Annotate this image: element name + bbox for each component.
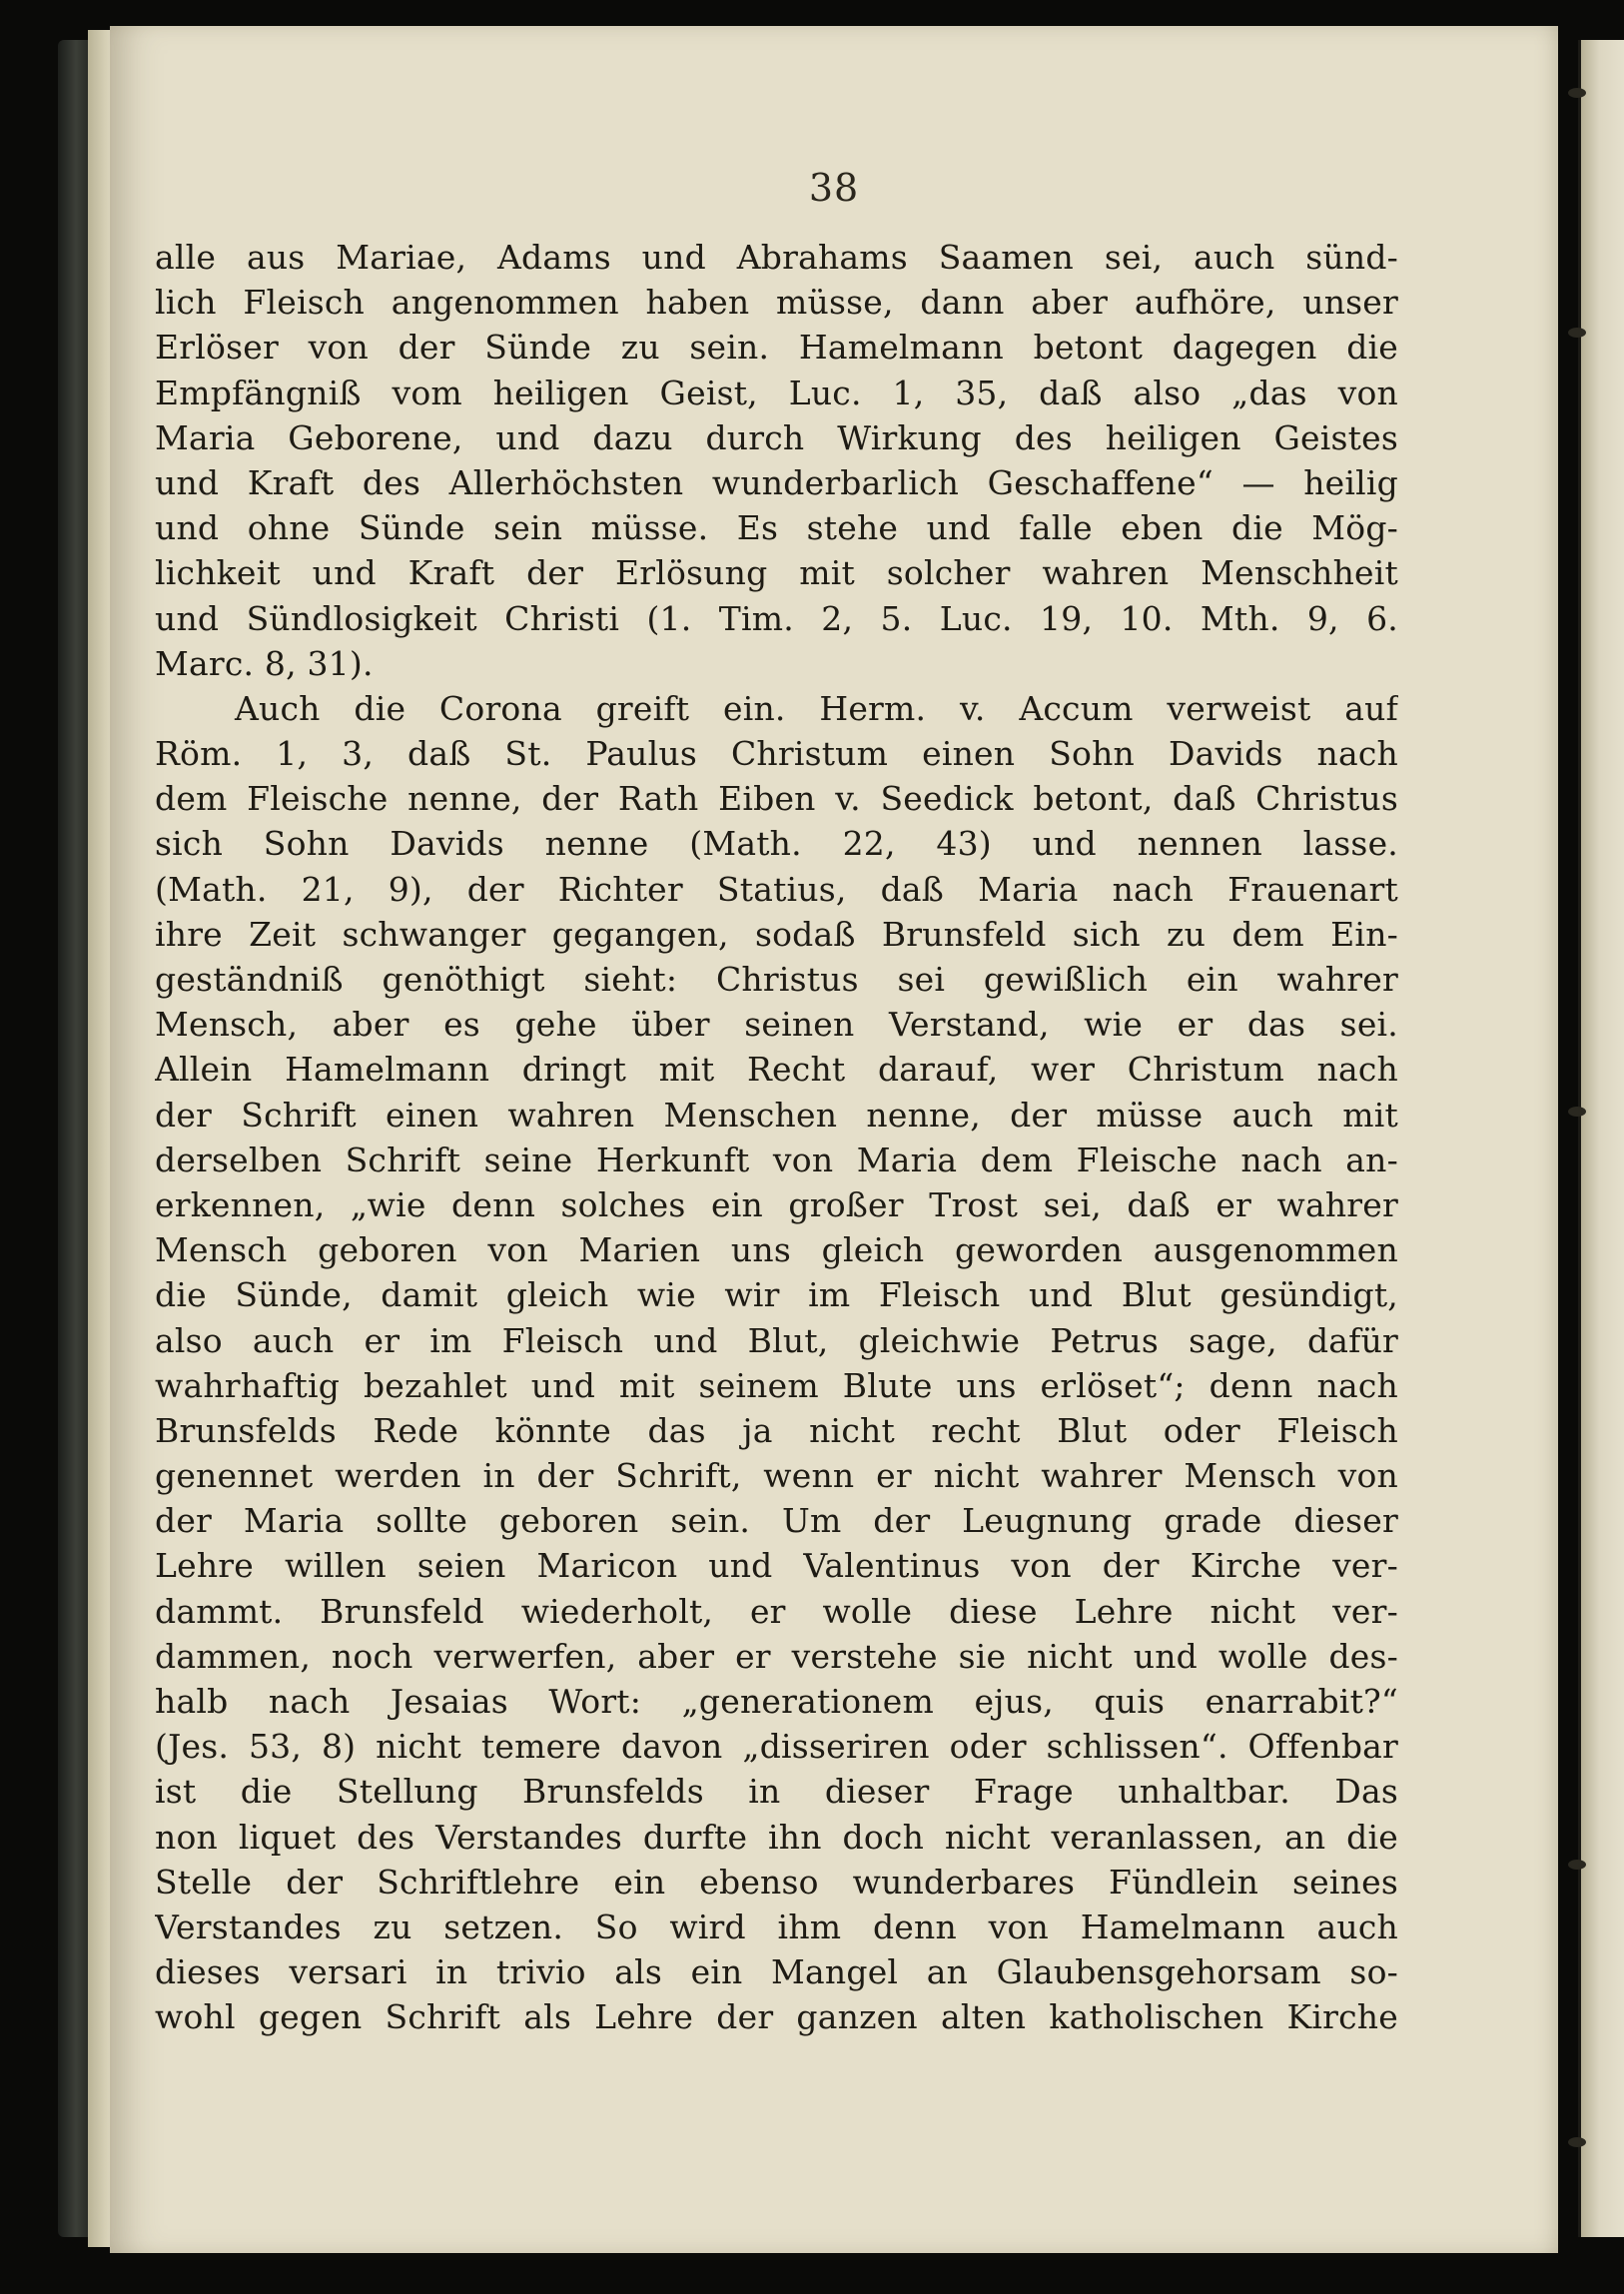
text-line: halb nach Jesaias Wort: „generationem ejus, quis enarrabit?“ (155, 1682, 1398, 1721)
text-line: (Math. 21, 9), der Richter Statius, daß Maria nach Frauenart (155, 869, 1398, 909)
binding-mark (1568, 88, 1586, 98)
text-line: wohl gegen Schrift als Lehre der ganzen alten katholischen Kirche (155, 1997, 1398, 2037)
text-line: derselben Schrift seine Herkunft von Maria dem Fleische nach an- (155, 1140, 1398, 1179)
text-line: erkennen, „wie denn solches ein großer Trost sei, daß er wahrer (155, 1184, 1398, 1224)
text-line: Erlöser von der Sünde zu sein. Hamelmann betont dagegen die (155, 328, 1398, 368)
text-line: non liquet des Verstandes durfte ihn doch nicht veranlassen, an die (155, 1817, 1398, 1857)
text-line: die Sünde, damit gleich wie wir im Fleisch und Blut gesündigt, (155, 1275, 1398, 1315)
text-line: Stelle der Schriftlehre ein ebenso wunderbares Fündlein seines (155, 1862, 1398, 1902)
binding-mark (1568, 328, 1586, 338)
page-number: 38 (808, 166, 860, 210)
text-line: Brunsfelds Rede könnte das ja nicht recht Blut oder Fleisch (155, 1410, 1398, 1450)
text-line: Auch die Corona greift ein. Herm. v. Accum verweist auf (235, 688, 1398, 728)
binding-mark (1568, 1860, 1586, 1870)
text-line: ist die Stellung Brunsfelds in dieser Frage unhaltbar. Das (155, 1772, 1398, 1812)
text-line: Allein Hamelmann dringt mit Recht darauf, wer Christum nach (155, 1050, 1398, 1090)
text-line: Empfängniß vom heiligen Geist, Luc. 1, 35, daß also „das von (155, 373, 1398, 412)
facing-page-edge (1578, 40, 1624, 2237)
text-line: alle aus Mariae, Adams und Abrahams Saamen sei, auch sünd- (155, 238, 1398, 277)
text-line: und Sündlosigkeit Christi (1. Tim. 2, 5. Luc. 19, 10. Mth. 9, 6. (155, 598, 1398, 638)
text-line: wahrhaftig bezahlet und mit seinem Blute uns erlöset“; denn nach (155, 1365, 1398, 1405)
text-line: Marc. 8, 31). (155, 643, 374, 683)
text-line: (Jes. 53, 8) nicht temere davon „disseriren oder schlissen“. Offenbar (155, 1727, 1398, 1767)
text-line: und Kraft des Allerhöchsten wunderbarlich Geschaffene“ — heilig (155, 462, 1398, 502)
binding-mark (1568, 1107, 1586, 1117)
text-line: lichkeit und Kraft der Erlösung mit solcher wahren Menschheit (155, 553, 1398, 593)
text-line: und ohne Sünde sein müsse. Es stehe und falle eben die Mög- (155, 508, 1398, 548)
binding-mark (1568, 2137, 1586, 2147)
text-line: dem Fleische nenne, der Rath Eiben v. Seedick betont, daß Christus (155, 779, 1398, 819)
body-text (155, 235, 1398, 2040)
text-line: der Maria sollte geboren sein. Um der Leugnung grade dieser (155, 1501, 1398, 1541)
text-line: dammt. Brunsfeld wiederholt, er wolle diese Lehre nicht ver- (155, 1591, 1398, 1631)
text-line: ihre Zeit schwanger gegangen, sodaß Brunsfeld sich zu dem Ein- (155, 914, 1398, 954)
text-line: Mensch geboren von Marien uns gleich geworden ausgenommen (155, 1230, 1398, 1270)
text-line: Mensch, aber es gehe über seinen Verstand, wie er das sei. (155, 1005, 1398, 1045)
text-line: genennet werden in der Schrift, wenn er nicht wahrer Mensch von (155, 1456, 1398, 1496)
text-line: geständniß genöthigt sieht: Christus sei gewißlich ein wahrer (155, 960, 1398, 999)
text-line: dieses versari in trivio als ein Mangel an Glaubensgehorsam so- (155, 1952, 1398, 1992)
text-line: Maria Geborene, und dazu durch Wirkung des heiligen Geistes (155, 417, 1398, 457)
text-line: der Schrift einen wahren Menschen nenne, der müsse auch mit (155, 1095, 1398, 1135)
text-line: dammen, noch verwerfen, aber er verstehe sie nicht und wolle des- (155, 1636, 1398, 1676)
text-line: Lehre willen seien Maricon und Valentinus von der Kirche ver- (155, 1546, 1398, 1586)
text-line: also auch er im Fleisch und Blut, gleichwie Petrus sage, dafür (155, 1320, 1398, 1360)
text-line: Röm. 1, 3, daß St. Paulus Christum einen Sohn Davids nach (155, 734, 1398, 774)
text-line: Verstandes zu setzen. So wird ihm denn von Hamelmann auch (155, 1907, 1398, 1946)
text-line: lich Fleisch angenommen haben müsse, dann aber aufhöre, unser (155, 283, 1398, 323)
text-line: sich Sohn Davids nenne (Math. 22, 43) und nennen lasse. (155, 824, 1398, 864)
